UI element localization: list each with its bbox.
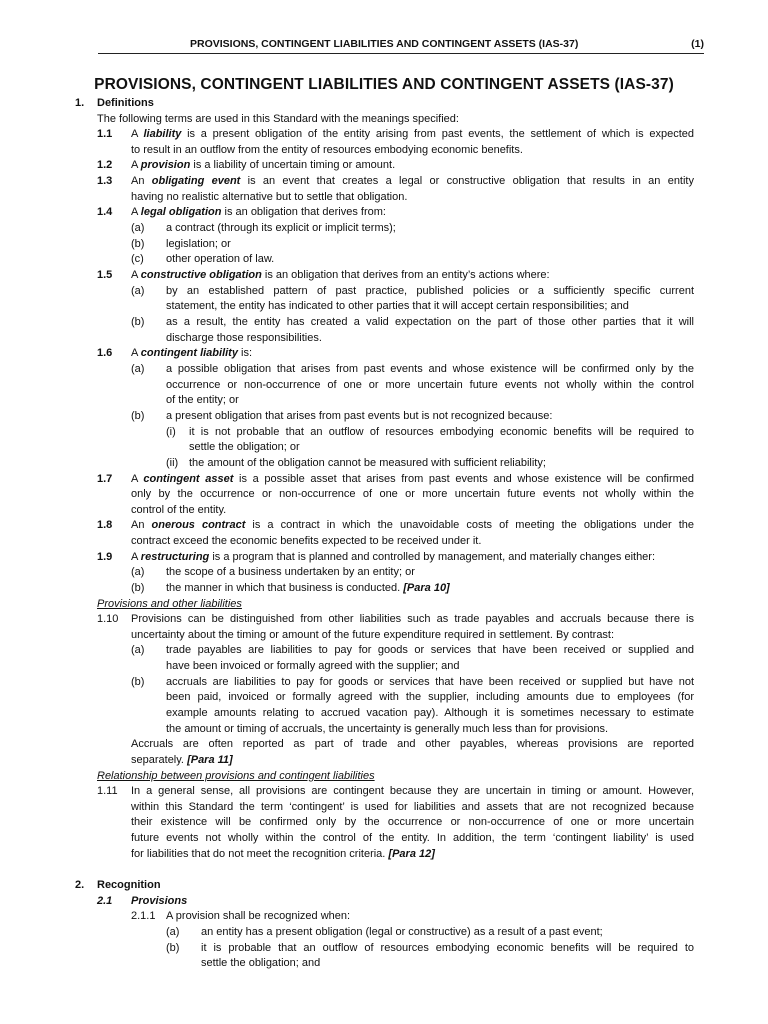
subsection-number: 2.1: [97, 895, 113, 907]
clause-number: 1.4: [97, 206, 113, 218]
item-text: the scope of a business undertaken by an entity; or: [166, 566, 415, 578]
running-header: [98, 38, 704, 54]
item-text: other operation of law.: [166, 253, 275, 265]
item-label: (c): [131, 253, 144, 265]
item-label: (a): [166, 926, 180, 938]
paragraph-text: In a general sense, all provisions are contingent because they are uncertain in timing or amount. However,: [131, 785, 694, 797]
paragraph-text: for liabilities that do not meet the recognition criteria. [Para 12]: [131, 848, 435, 860]
defined-term: restructuring: [140, 551, 210, 563]
defined-term: onerous contract: [151, 519, 246, 531]
item-label: (b): [166, 942, 180, 954]
paragraph-text: within this Standard the term ‘contingent’ is used for liabilities and assets that are not recognized because: [131, 801, 694, 813]
item-label: (a): [131, 566, 145, 578]
definition-text: A legal obligation is an obligation that derives from:: [131, 206, 386, 218]
definition-text: An obligating event is an event that creates a legal or constructive obligation that results in an entity: [131, 175, 694, 187]
item-label: (b): [131, 582, 145, 594]
definition-text: A constructive obligation is an obligation that derives from an entity’s actions where:: [131, 269, 550, 281]
subheading: Provisions and other liabilities: [97, 598, 242, 610]
defined-term: provision: [140, 159, 191, 171]
definition-text: A provision is a liability of uncertain timing or amount.: [131, 159, 396, 171]
subitem-text: settle the obligation; or: [189, 441, 300, 453]
paragraph-text: future events not wholly within the control of the entity. In addition, the term ‘contingent liability’ is used: [131, 832, 694, 844]
section-intro: The following terms are used in this Standard with the meanings specified:: [97, 113, 459, 125]
item-text: by an established pattern of past practice, published policies or a sufficiently specific current: [166, 285, 694, 297]
item-text: an entity has a present obligation (legal or constructive) as a result of a past event;: [201, 926, 603, 938]
item-text: trade payables are liabilities to pay for goods or services that have been received or supplied and: [166, 644, 694, 656]
clause-number: 1.9: [97, 551, 113, 563]
section-heading: Recognition: [97, 879, 161, 891]
section-heading: Definitions: [97, 97, 154, 109]
item-label: (a): [131, 363, 145, 375]
item-text: occurrence or non-occurrence of one or more uncertain future events not wholly within the control: [166, 379, 694, 391]
item-text: settle the obligation; and: [201, 957, 321, 969]
section-number: 1.: [75, 97, 85, 109]
paragraph-reference: [Para 12]: [388, 848, 435, 860]
item-text: legislation; or: [166, 238, 231, 250]
item-label: (a): [131, 222, 145, 234]
item-text: a possible obligation that arises from past events and whose existence will be confirmed only by the: [166, 363, 694, 375]
item-label: (b): [131, 238, 145, 250]
item-text: it is probable that an outflow of resources embodying economic benefits will be required to: [201, 942, 694, 954]
definition-text: A contingent asset is a possible asset that arises from past events and whose existence will be confirmed: [131, 473, 695, 485]
page-number: (1): [691, 38, 704, 50]
defined-term: constructive obligation: [140, 269, 262, 281]
item-text: statement, the entity has indicated to other parties that it will accept certain responsibilities; and: [166, 300, 629, 312]
running-header-title: PROVISIONS, CONTINGENT LIABILITIES AND CONTINGENT ASSETS (IAS-37): [190, 38, 579, 50]
item-text: the manner in which that business is conducted. [Para 10]: [166, 582, 450, 594]
item-text: discharge those responsibilities.: [166, 332, 322, 344]
subsection-heading: Provisions: [131, 895, 188, 907]
clause-number: 1.7: [97, 473, 113, 485]
definition-text: only by the occurrence or non-occurrence of one or more uncertain future events not wholly within the: [131, 488, 694, 500]
clause-number: 1.3: [97, 175, 113, 187]
item-text: the amount or timing of accruals, the uncertainty is generally much less than for provisions.: [166, 723, 609, 735]
item-text: accruals are liabilities to pay for goods or services that have been received or supplied but have not: [166, 676, 694, 688]
item-text: a present obligation that arises from past events but is not recognized because:: [166, 410, 553, 422]
item-label: (a): [131, 644, 145, 656]
clause-number: 1.8: [97, 519, 113, 531]
item-label: (b): [131, 676, 145, 688]
definition-text: to result in an outflow from the entity of resources embodying economic benefits.: [131, 144, 523, 156]
definition-text: A restructuring is a program that is planned and controlled by management, and materially changes either:: [131, 551, 656, 563]
item-text: as a result, the entity has created a valid expectation on the part of those other parties that it will: [166, 316, 694, 328]
item-label: (b): [131, 410, 145, 422]
item-label: (a): [131, 285, 145, 297]
defined-term: contingent asset: [143, 473, 234, 485]
item-text: have been invoiced or formally agreed with the supplier; and: [166, 660, 460, 672]
subitem-label: (ii): [166, 457, 179, 469]
paragraph-text: A provision shall be recognized when:: [166, 910, 351, 922]
subheading: Relationship between provisions and contingent liabilities: [97, 770, 375, 782]
defined-term: contingent liability: [140, 347, 238, 359]
paragraph-text: Accruals are often reported as part of trade and other payables, whereas provisions are reported: [131, 738, 694, 750]
item-text: example amounts relating to accrued vacation pay). Although it is sometimes necessary to estimate: [166, 707, 694, 719]
paragraph-reference: [Para 11]: [187, 754, 233, 766]
defined-term: obligating event: [151, 175, 241, 187]
item-text: of the entity; or: [166, 394, 239, 406]
definition-text: control of the entity.: [131, 504, 227, 516]
clause-number: 1.1: [97, 128, 113, 140]
item-label: (b): [131, 316, 145, 328]
subitem-text: the amount of the obligation cannot be measured with sufficient reliability;: [189, 457, 546, 469]
definition-text: having no realistic alternative but to settle that obligation.: [131, 191, 408, 203]
subitem-label: (i): [166, 426, 176, 438]
definition-text: An onerous contract is a contract in which the unavoidable costs of meeting the obligations under the: [131, 519, 694, 531]
section-number: 2.: [75, 879, 85, 891]
paragraph-text: their existence will be confirmed only by the occurrence or non-occurrence of one or more uncertain: [131, 816, 694, 828]
paragraph-text: uncertainty about the timing or amount of the future expenditure required in settlement. By contrast:: [131, 629, 615, 641]
definition-text: contract exceed the economic benefits expected to be received under it.: [131, 535, 482, 547]
document-title: PROVISIONS, CONTINGENT LIABILITIES AND CONTINGENT ASSETS (IAS-37): [94, 76, 674, 93]
defined-term: liability: [143, 128, 182, 140]
clause-number: 2.1.1: [131, 910, 156, 922]
definition-text: A liability is a present obligation of the entity arising from past events, the settlement of which is expected: [131, 128, 694, 140]
paragraph-text: Provisions can be distinguished from other liabilities such as trade payables and accruals because there is: [131, 613, 694, 625]
item-text: been paid, invoiced or formally agreed with the supplier, including amounts due to employees (for: [166, 691, 694, 703]
clause-number: 1.6: [97, 347, 113, 359]
clause-number: 1.5: [97, 269, 113, 281]
clause-number: 1.10: [97, 613, 119, 625]
clause-number: 1.11: [97, 785, 118, 797]
paragraph-text: separately. [Para 11]: [131, 754, 233, 766]
clause-number: 1.2: [97, 159, 113, 171]
subitem-text: it is not probable that an outflow of resources embodying economic benefits will be required to: [189, 426, 694, 438]
definition-text: A contingent liability is:: [131, 347, 253, 359]
item-text: a contract (through its explicit or implicit terms);: [166, 222, 396, 234]
paragraph-reference: [Para 10]: [403, 582, 450, 594]
defined-term: legal obligation: [140, 206, 222, 218]
